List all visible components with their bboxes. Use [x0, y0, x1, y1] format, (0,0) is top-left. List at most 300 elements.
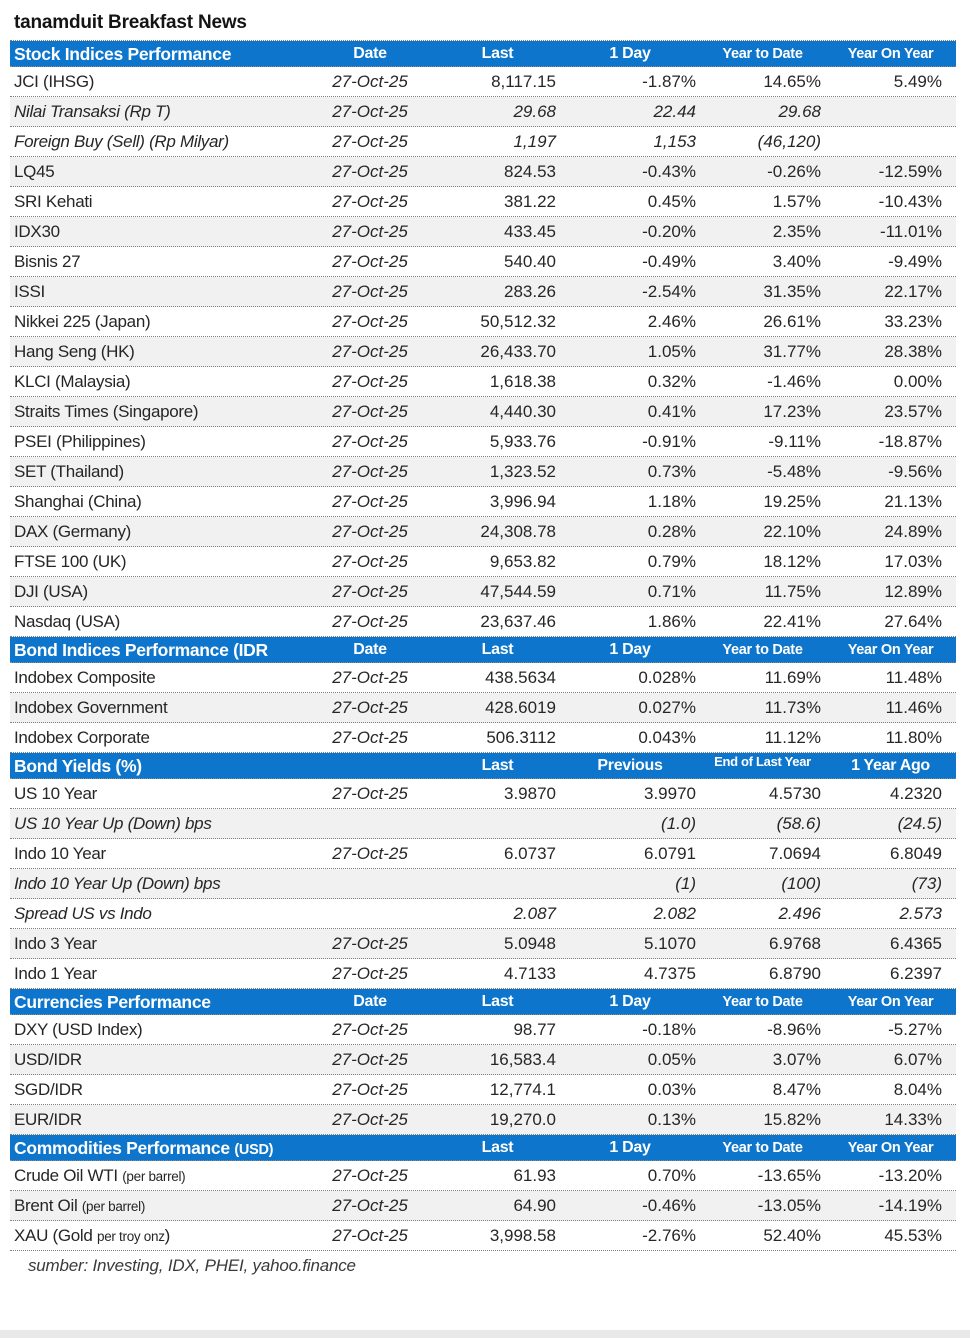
cell-value: 6.0791	[644, 844, 696, 863]
row-label-part: Foreign Buy (Sell) (Rp Milyar)	[14, 132, 229, 151]
table-row	[10, 517, 956, 547]
row-label	[10, 959, 305, 989]
column-header: 1 Day	[609, 1139, 651, 1156]
column-header: Year to Date	[722, 994, 803, 1010]
cell-value: 22.44	[653, 102, 696, 121]
row-label-part: (USD)	[234, 1142, 274, 1158]
row-label	[10, 127, 305, 157]
table-row	[10, 1075, 956, 1105]
column-header: 1 Day	[609, 45, 651, 62]
cell-value: 64.90	[513, 1196, 556, 1215]
cell-date: 27-Oct-25	[332, 964, 408, 983]
row-label	[10, 1075, 305, 1105]
cell-date: 27-Oct-25	[332, 728, 408, 747]
cell-value: 29.68	[778, 102, 821, 121]
cell-value: -8.96%	[767, 1020, 821, 1039]
column-header: Year to Date	[722, 1140, 803, 1156]
row-label	[10, 577, 305, 607]
cell-value: 24.89%	[884, 522, 942, 541]
cell-date: 27-Oct-25	[332, 698, 408, 717]
section-header-currencies	[10, 989, 956, 1015]
cell-value: -13.05%	[757, 1196, 821, 1215]
cell-value: 428.6019	[485, 698, 556, 717]
cell-value: 17.23%	[763, 402, 821, 421]
cell-value: 50,512.32	[480, 312, 556, 331]
table-row	[10, 723, 956, 753]
column-header: 1 Year Ago	[851, 757, 930, 774]
table-row	[10, 929, 956, 959]
cell-value: 11.12%	[764, 728, 821, 747]
table-row	[10, 367, 956, 397]
cell-date: 27-Oct-25	[332, 342, 408, 361]
column-header: Year On Year	[847, 642, 934, 658]
row-label	[10, 367, 305, 397]
cell-value: -18.87%	[878, 432, 942, 451]
table-row	[10, 397, 956, 427]
cell-date: 27-Oct-25	[332, 1196, 408, 1215]
cell-value: -13.65%	[757, 1166, 821, 1185]
cell-value: 2.35%	[772, 222, 821, 241]
bottom-strip	[0, 1330, 970, 1338]
row-label-part: Bond Indices Performance (IDR	[14, 640, 268, 660]
cell-value: 33.23%	[884, 312, 942, 331]
cell-value: -2.76%	[642, 1226, 696, 1245]
cell-value: 11.73%	[764, 698, 821, 717]
row-label-part: Bond Yields (%)	[14, 756, 142, 776]
cell-value: 381.22	[504, 192, 556, 211]
cell-value: 19,270.0	[489, 1110, 556, 1129]
row-label-part: Shanghai (China)	[14, 492, 142, 511]
cell-value: 1.86%	[647, 612, 696, 631]
cell-value: 4,440.30	[489, 402, 556, 421]
row-label	[10, 809, 305, 839]
row-label	[10, 307, 305, 337]
cell-value: 6.8790	[769, 964, 821, 983]
table-row	[10, 577, 956, 607]
row-label	[10, 337, 305, 367]
section-header-bond-yields	[10, 753, 956, 779]
table-row	[10, 1015, 956, 1045]
table-row	[10, 959, 956, 989]
row-label	[10, 723, 305, 753]
cell-value: (1)	[675, 874, 696, 893]
cell-value: -9.11%	[768, 432, 821, 451]
cell-value: 1,197	[513, 132, 556, 151]
row-label	[10, 869, 305, 899]
row-label	[10, 1191, 305, 1221]
cell-date: 27-Oct-25	[332, 668, 408, 687]
row-label	[10, 247, 305, 277]
cell-value: 0.79%	[647, 552, 696, 571]
cell-value: 6.8049	[890, 844, 942, 863]
cell-date: 27-Oct-25	[332, 462, 408, 481]
cell-value: 11.75%	[764, 582, 821, 601]
cell-value: (58.6)	[776, 814, 821, 833]
cell-value: 3.9970	[644, 784, 696, 803]
cell-value: -0.43%	[642, 162, 696, 181]
section-header-commodities	[10, 1135, 956, 1161]
cell-value: 12.89%	[884, 582, 942, 601]
row-label-part: DAX (Germany)	[14, 522, 132, 541]
cell-value: 1,618.38	[489, 372, 556, 391]
table-row	[10, 247, 956, 277]
table-row	[10, 809, 956, 839]
cell-value: (73)	[911, 874, 942, 893]
cell-value: 22.10%	[763, 522, 821, 541]
cell-value: 5.1070	[644, 934, 696, 953]
cell-value: 6.07%	[893, 1050, 942, 1069]
cell-date: 27-Oct-25	[332, 522, 408, 541]
table-row	[10, 67, 956, 97]
cell-date: 27-Oct-25	[332, 312, 408, 331]
cell-value: 29.68	[513, 102, 556, 121]
cell-value: 0.28%	[647, 522, 696, 541]
cell-value: 0.00%	[893, 372, 942, 391]
cell-value: 824.53	[504, 162, 556, 181]
column-header: Year On Year	[847, 46, 934, 62]
cell-value: 3.40%	[772, 252, 821, 271]
row-label-part: Nilai Transaksi (Rp T)	[14, 102, 171, 121]
cell-value: 28.38%	[884, 342, 942, 361]
cell-value: (100)	[781, 874, 821, 893]
column-header: Previous	[597, 757, 663, 774]
cell-value: 283.26	[504, 282, 556, 301]
cell-date: 27-Oct-25	[332, 612, 408, 631]
cell-value: 26,433.70	[480, 342, 556, 361]
row-label-part: Currencies Performance	[14, 992, 211, 1012]
column-header: Year On Year	[847, 994, 934, 1010]
cell-value: 1.57%	[772, 192, 821, 211]
table-row	[10, 97, 956, 127]
row-label-part: (per barrel)	[122, 1169, 186, 1184]
table-row	[10, 607, 956, 637]
cell-date: 27-Oct-25	[332, 372, 408, 391]
cell-value: 11.48%	[885, 668, 942, 687]
cell-date: 27-Oct-25	[332, 1020, 408, 1039]
column-header: Last	[481, 45, 514, 62]
cell-value: -14.19%	[878, 1196, 942, 1215]
cell-value: 19.25%	[763, 492, 821, 511]
row-label	[10, 1105, 305, 1135]
cell-value: -12.59%	[878, 162, 942, 181]
cell-value: -0.20%	[642, 222, 696, 241]
cell-value: 6.9768	[769, 934, 821, 953]
row-label-part: SRI Kehati	[14, 192, 93, 211]
cell-value: 6.0737	[504, 844, 556, 863]
column-header: Last	[481, 1139, 514, 1156]
cell-value: 6.2397	[890, 964, 942, 983]
cell-value: 15.82%	[763, 1110, 821, 1129]
cell-value: 14.33%	[884, 1110, 942, 1129]
cell-value	[435, 809, 560, 839]
row-label	[10, 1015, 305, 1045]
page-title: tanamduit Breakfast News	[10, 4, 956, 41]
row-label-part: Crude Oil WTI	[14, 1166, 123, 1185]
cell-value: 23.57%	[884, 402, 942, 421]
row-label	[10, 277, 305, 307]
cell-date: 27-Oct-25	[332, 1050, 408, 1069]
row-label-part: Hang Seng (HK)	[14, 342, 135, 361]
cell-date: 27-Oct-25	[332, 582, 408, 601]
cell-date	[305, 869, 435, 899]
cell-value: 4.7375	[644, 964, 696, 983]
row-label	[10, 693, 305, 723]
cell-value: 0.45%	[647, 192, 696, 211]
cell-value: 9,653.82	[489, 552, 556, 571]
cell-value: -0.91%	[642, 432, 696, 451]
cell-value: 8.47%	[772, 1080, 821, 1099]
row-label	[10, 97, 305, 127]
cell-date: 27-Oct-25	[332, 1226, 408, 1245]
cell-value: 0.13%	[647, 1110, 696, 1129]
column-header: Last	[481, 993, 514, 1010]
row-label	[10, 607, 305, 637]
cell-date: 27-Oct-25	[332, 102, 408, 121]
row-label	[10, 217, 305, 247]
cell-value: 24,308.78	[480, 522, 556, 541]
row-label-part: Indo 10 Year Up (Down) bps	[14, 874, 221, 893]
row-label-part: Brent Oil	[14, 1196, 82, 1215]
cell-value: 11.80%	[885, 728, 942, 747]
row-label	[10, 157, 305, 187]
cell-value: 3,996.94	[489, 492, 556, 511]
column-header: Year to Date	[722, 642, 803, 658]
cell-value: 0.028%	[638, 668, 696, 687]
column-header: Last	[481, 757, 514, 774]
cell-value: 98.77	[513, 1020, 556, 1039]
cell-value: 52.40%	[763, 1226, 821, 1245]
cell-date: 27-Oct-25	[332, 844, 408, 863]
row-label-part: Indobex Corporate	[14, 728, 150, 747]
table-row	[10, 839, 956, 869]
cell-value: 0.03%	[647, 1080, 696, 1099]
row-label-part: SET (Thailand)	[14, 462, 124, 481]
row-label-part: Stock Indices Performance	[14, 44, 232, 64]
table-row	[10, 693, 956, 723]
row-label-part: per troy onz	[96, 1229, 165, 1244]
cell-value: 22.17%	[884, 282, 942, 301]
cell-value: 11.69%	[764, 668, 821, 687]
cell-value: 2.46%	[647, 312, 696, 331]
section-title	[10, 41, 305, 66]
cell-value	[825, 97, 956, 127]
row-label-part: Nikkei 225 (Japan)	[14, 312, 151, 331]
cell-value: 2.573	[899, 904, 942, 923]
section-title	[10, 1135, 305, 1163]
column-header: Last	[481, 641, 514, 658]
cell-value: 17.03%	[884, 552, 942, 571]
row-label	[10, 1221, 305, 1251]
cell-value: 1,153	[653, 132, 696, 151]
market-data-table	[10, 41, 956, 1251]
row-label-part: Indo 3 Year	[14, 934, 97, 953]
table-row	[10, 547, 956, 577]
cell-value: 45.53%	[884, 1226, 942, 1245]
cell-value: 14.65%	[763, 72, 821, 91]
table-row	[10, 157, 956, 187]
cell-value: -5.27%	[888, 1020, 942, 1039]
row-label-part: USD/IDR	[14, 1050, 82, 1069]
table-row	[10, 277, 956, 307]
cell-value: (1.0)	[661, 814, 696, 833]
cell-value: -1.87%	[642, 72, 696, 91]
column-header: 1 Day	[609, 641, 651, 658]
cell-value: -0.18%	[642, 1020, 696, 1039]
cell-date: 27-Oct-25	[332, 432, 408, 451]
cell-value	[435, 869, 560, 899]
section-header-bond-indices	[10, 637, 956, 663]
table-row	[10, 899, 956, 929]
row-label-part: US 10 Year Up (Down) bps	[14, 814, 212, 833]
row-label-part: )	[164, 1226, 171, 1245]
cell-value: 12,774.1	[489, 1080, 556, 1099]
cell-value: 3,998.58	[489, 1226, 556, 1245]
column-header: Date	[353, 993, 387, 1010]
row-label-part: Indo 1 Year	[14, 964, 97, 983]
cell-value: 540.40	[504, 252, 556, 271]
table-row	[10, 487, 956, 517]
cell-value: 22.41%	[763, 612, 821, 631]
section-title	[10, 753, 305, 779]
cell-value: 31.77%	[763, 342, 821, 361]
cell-value: -0.49%	[642, 252, 696, 271]
row-label-part: Spread US vs Indo	[14, 904, 152, 923]
cell-value: 4.2320	[890, 784, 942, 803]
column-header: Date	[353, 45, 387, 62]
cell-value: 47,544.59	[480, 582, 556, 601]
row-label-part: JCI (IHSG)	[14, 72, 95, 91]
cell-value: 0.71%	[647, 582, 696, 601]
cell-value: 2.496	[778, 904, 821, 923]
cell-value: 5.49%	[893, 72, 942, 91]
cell-date: 27-Oct-25	[332, 934, 408, 953]
row-label-part: Bisnis 27	[14, 252, 81, 271]
row-label-part: LQ45	[14, 162, 55, 181]
row-label-part: Straits Times (Singapore)	[14, 402, 199, 421]
section-title	[10, 989, 305, 1014]
cell-value	[825, 127, 956, 157]
cell-value: 0.73%	[647, 462, 696, 481]
table-row	[10, 1221, 956, 1251]
row-label-part: Indobex Government	[14, 698, 168, 717]
cell-value: 4.7133	[504, 964, 556, 983]
cell-value: -1.46%	[767, 372, 821, 391]
cell-date	[305, 809, 435, 839]
cell-value: -9.56%	[888, 462, 942, 481]
cell-value: (24.5)	[897, 814, 942, 833]
column-header: Year On Year	[847, 1140, 934, 1156]
column-header: End of Last Year	[714, 754, 811, 769]
row-label	[10, 1045, 305, 1075]
row-label-part: PSEI (Philippines)	[14, 432, 146, 451]
cell-date: 27-Oct-25	[332, 192, 408, 211]
cell-date	[305, 899, 435, 929]
cell-date: 27-Oct-25	[332, 222, 408, 241]
cell-value: 433.45	[504, 222, 556, 241]
row-label-part: DXY (USD Index)	[14, 1020, 143, 1039]
cell-value: -0.46%	[642, 1196, 696, 1215]
cell-value: 2.082	[653, 904, 696, 923]
cell-value: 506.3112	[486, 728, 556, 747]
row-label	[10, 1161, 305, 1191]
cell-value: -10.43%	[878, 192, 942, 211]
row-label	[10, 427, 305, 457]
table-row	[10, 187, 956, 217]
cell-value: 438.5634	[485, 668, 556, 687]
cell-value: 0.32%	[647, 372, 696, 391]
row-label-part: DJI (USA)	[14, 582, 88, 601]
cell-value: 11.46%	[885, 698, 942, 717]
table-row	[10, 1105, 956, 1135]
cell-value: 0.05%	[647, 1050, 696, 1069]
cell-value: -5.48%	[767, 462, 821, 481]
cell-value: (46,120)	[757, 132, 821, 151]
row-label-part: EUR/IDR	[14, 1110, 82, 1129]
cell-value: 23,637.46	[480, 612, 556, 631]
cell-value: 61.93	[513, 1166, 556, 1185]
cell-value: 0.41%	[647, 402, 696, 421]
cell-value: -9.49%	[888, 252, 942, 271]
cell-date: 27-Oct-25	[332, 72, 408, 91]
cell-date: 27-Oct-25	[332, 1110, 408, 1129]
cell-value: 8.04%	[893, 1080, 942, 1099]
cell-value: 3.07%	[772, 1050, 821, 1069]
cell-value: 2.087	[513, 904, 556, 923]
source-note: sumber: Investing, IDX, PHEI, yahoo.finance	[28, 1256, 356, 1275]
row-label-part: SGD/IDR	[14, 1080, 83, 1099]
cell-value: 5,933.76	[489, 432, 556, 451]
cell-value: 16,583.4	[489, 1050, 556, 1069]
row-label	[10, 487, 305, 517]
row-label-part: XAU (Gold	[14, 1226, 97, 1245]
cell-date: 27-Oct-25	[332, 492, 408, 511]
row-label	[10, 547, 305, 577]
row-label-part: FTSE 100 (UK)	[14, 552, 127, 571]
row-label-part: Indobex Composite	[14, 668, 156, 687]
column-header: Date	[353, 641, 387, 658]
cell-date: 27-Oct-25	[332, 252, 408, 271]
cell-value: 1.18%	[647, 492, 696, 511]
row-label-part: KLCI (Malaysia)	[14, 372, 131, 391]
column-header: 1 Day	[609, 993, 651, 1010]
row-label	[10, 929, 305, 959]
column-header	[305, 1135, 435, 1163]
section-header-stock-indices	[10, 41, 956, 67]
cell-date: 27-Oct-25	[332, 1166, 408, 1185]
row-label	[10, 899, 305, 929]
table-row	[10, 427, 956, 457]
cell-value: 31.35%	[763, 282, 821, 301]
cell-date: 27-Oct-25	[332, 784, 408, 803]
cell-value: 4.5730	[769, 784, 821, 803]
row-label-part: Commodities Performance	[14, 1138, 235, 1158]
cell-value: 21.13%	[884, 492, 942, 511]
row-label-part: ISSI	[14, 282, 45, 301]
row-label-part: (per barrel)	[81, 1199, 146, 1214]
table-row	[10, 127, 956, 157]
row-label	[10, 517, 305, 547]
cell-value: 1.05%	[647, 342, 696, 361]
table-row	[10, 337, 956, 367]
table-row	[10, 1161, 956, 1191]
table-row	[10, 869, 956, 899]
column-header: Year to Date	[722, 46, 803, 62]
cell-date: 27-Oct-25	[332, 1080, 408, 1099]
row-label-part: US 10 Year	[14, 784, 98, 803]
cell-value: 18.12%	[763, 552, 821, 571]
cell-value: -11.01%	[879, 222, 942, 241]
row-label	[10, 839, 305, 869]
